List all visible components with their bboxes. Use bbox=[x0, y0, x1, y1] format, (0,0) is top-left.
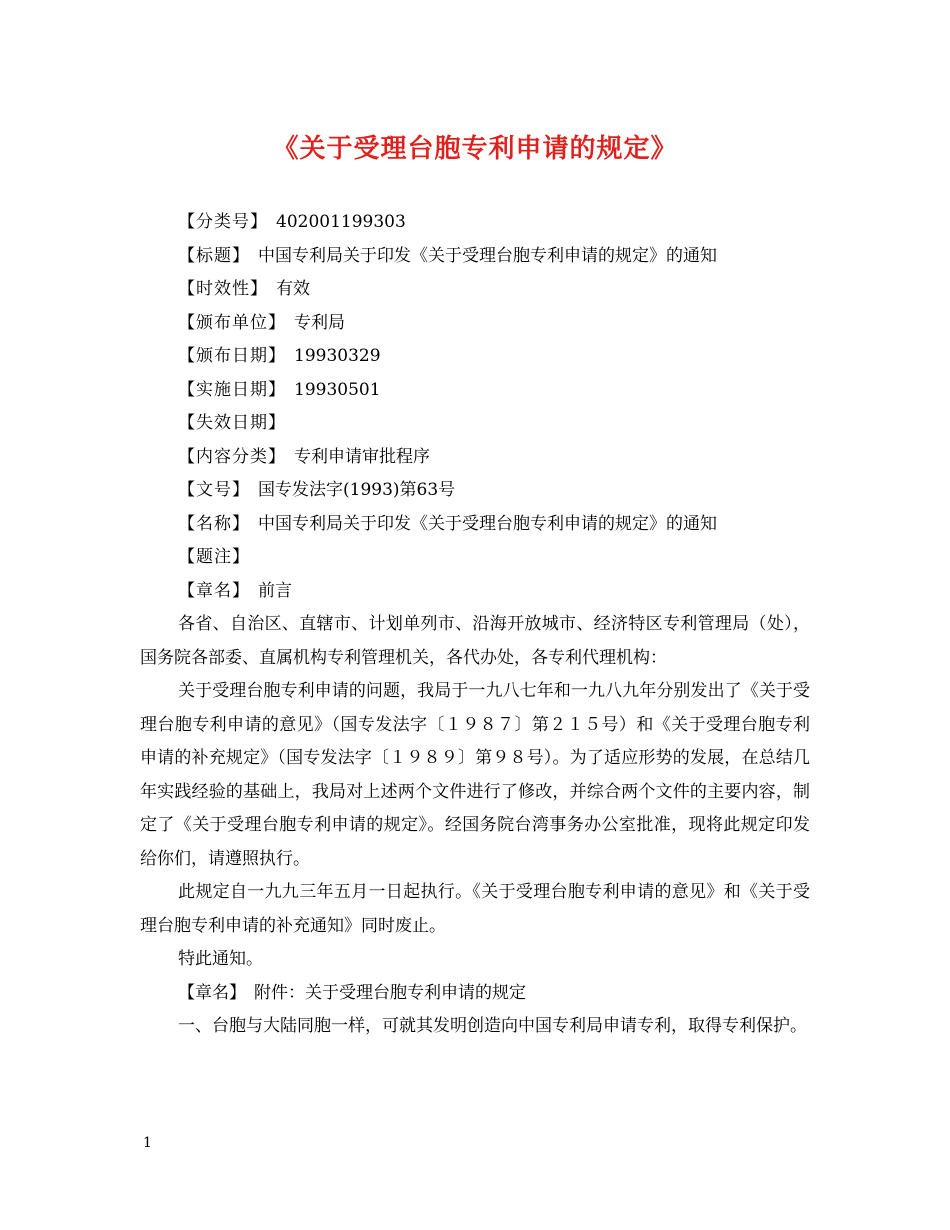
chapter-attachment: 【章名】 附件：关于受理台胞专利申请的规定 bbox=[178, 982, 526, 1003]
page-number: 1 bbox=[143, 1135, 152, 1151]
meta-issue-date: 【颁布日期】 19930329 bbox=[178, 346, 381, 366]
meta-content-category: 【内容分类】 专利申请审批程序 bbox=[178, 446, 430, 467]
meta-classification: 【分类号】 402001199303 bbox=[178, 212, 406, 232]
meta-issuer: 【颁布单位】 专利局 bbox=[178, 312, 345, 333]
document-body bbox=[140, 206, 810, 1044]
document-title: 《关于受理台胞专利申请的规定》 bbox=[272, 134, 678, 164]
meta-validity: 【时效性】 有效 bbox=[178, 279, 310, 299]
meta-name: 【名称】 中国专利局关于印发《关于受理台胞专利申请的规定》的通知 bbox=[178, 513, 717, 534]
paragraph-recipients: 各省、自治区、直辖市、计划单列市、沿海开放城市、经济特区专利管理局（处），国务院各部委、直属机构专利管理机关，各代办处，各专利代理机构： bbox=[140, 614, 810, 668]
paragraph-background: 关于受理台胞专利申请的问题，我局于一九八七年和一九八九年分别发出了《关于受理台胞专利申请的意见》（国专发法字〔１９８７〕第２１５号）和《关于受理台胞专利申请的补充规定》（国专发法字〔１９８９〕第９８号）。为了适应形势的发展，在总结几年实践经验的基础上，我局对上述两个文件进行了修改，并综合两个文件的主要内容，制定了《关于受理台胞专利申请的规定》。经国务院台湾事务办公室批准，现将此规定印发给你们，请遵照执行。 bbox=[140, 681, 810, 869]
article-one: 一、台胞与大陆同胞一样，可就其发明创造向中国专利局申请专利，取得专利保护。 bbox=[178, 1016, 807, 1036]
meta-effective-date: 【实施日期】 19930501 bbox=[178, 379, 381, 400]
meta-note: 【题注】 bbox=[178, 547, 250, 567]
paragraph-effective: 此规定自一九九三年五月一日起执行。《关于受理台胞专利申请的意见》和《关于受理台胞专利申请的补充通知》同时废止。 bbox=[140, 882, 810, 936]
meta-chapter: 【章名】 前言 bbox=[178, 580, 292, 601]
meta-heading: 【标题】 中国专利局关于印发《关于受理台胞专利申请的规定》的通知 bbox=[178, 245, 717, 266]
meta-document-number: 【文号】 国专发法字(1993)第63号 bbox=[178, 480, 456, 500]
paragraph-notice: 特此通知。 bbox=[178, 949, 263, 969]
meta-expiry-date: 【失效日期】 bbox=[178, 413, 286, 433]
